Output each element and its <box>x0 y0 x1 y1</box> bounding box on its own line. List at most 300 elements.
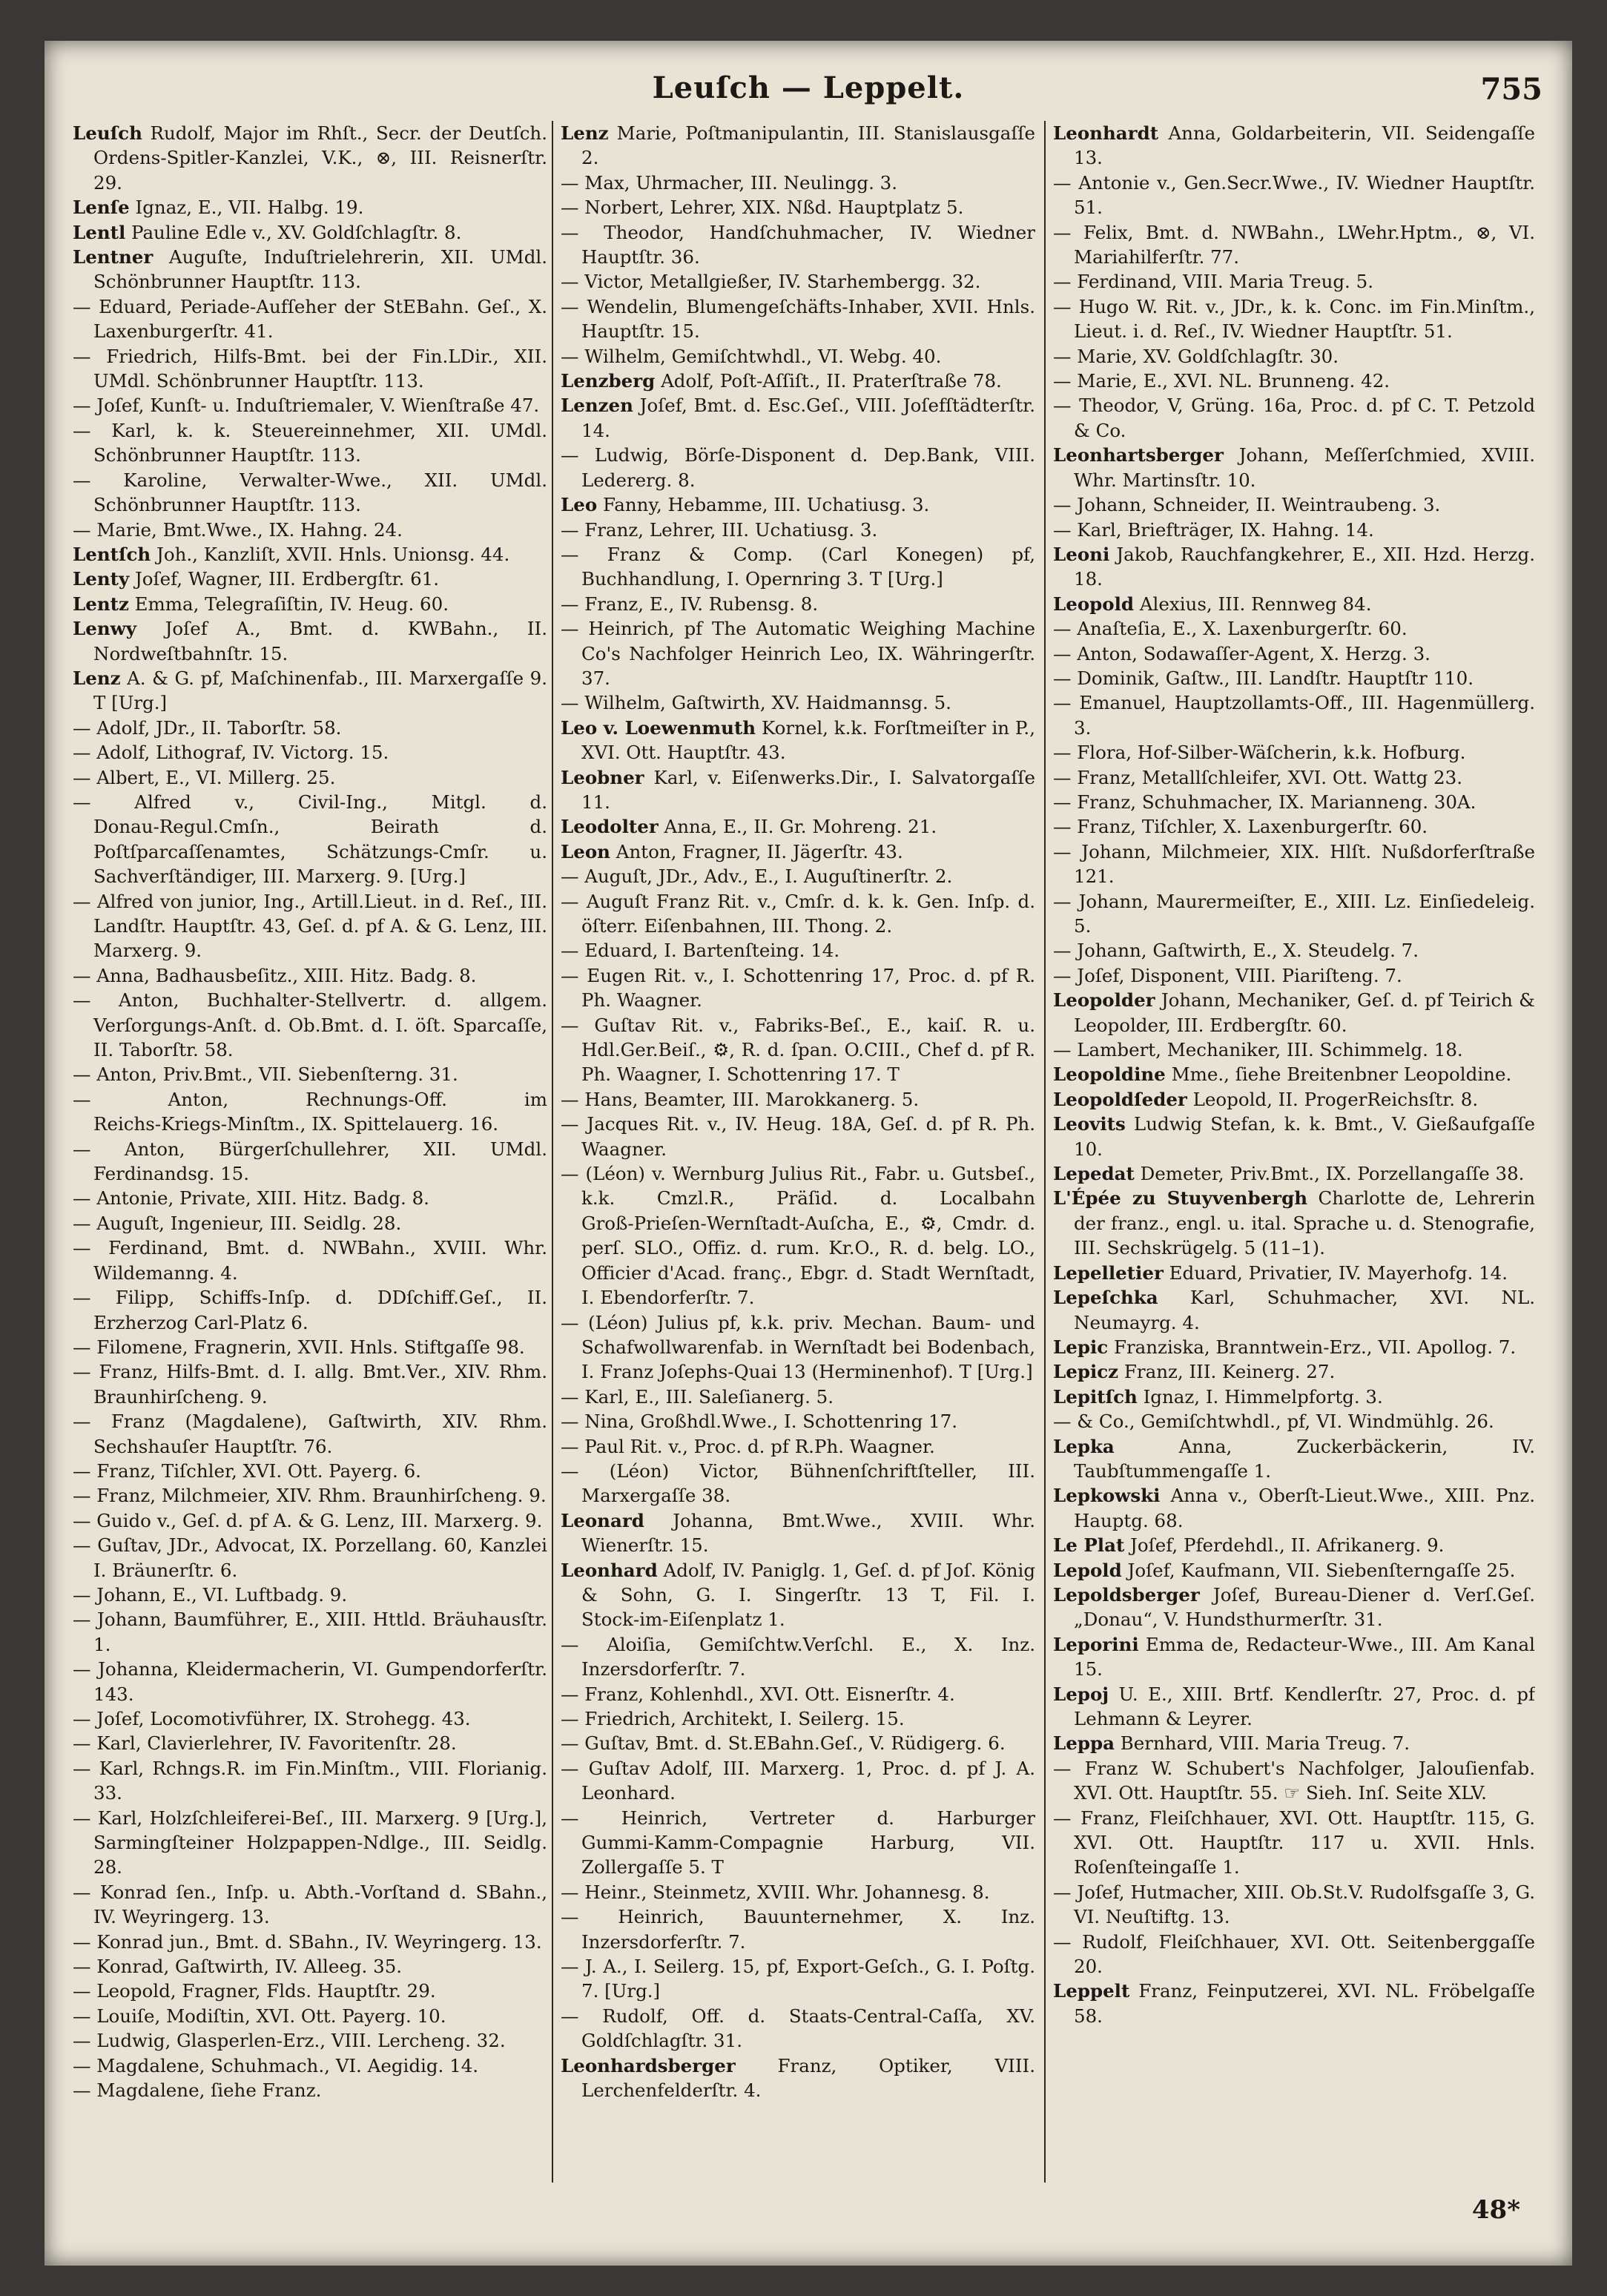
column-divider <box>1044 121 1046 2183</box>
directory-entry <box>73 765 547 790</box>
entry-details: — Konrad ſen., Inſp. u. Abth.‑Vorſtand d. SBahn., IV. Weyringerg. 13. <box>73 1881 547 1928</box>
directory-entry <box>73 2078 547 2102</box>
directory-entry <box>73 2053 547 2078</box>
entry-details: — Rudolf, Off. d. Staats‑Central‑Caſſa, XV. Goldſchlagſtr. 31. <box>561 2005 1035 2052</box>
directory-entry <box>561 294 1035 344</box>
directory-entry <box>1053 1161 1535 1186</box>
directory-entry <box>561 344 1035 369</box>
entry-details: — Konrad, Gaſtwirth, IV. Alleeg. 35. <box>73 1956 403 1978</box>
directory-entry <box>1053 765 1535 790</box>
entry-details: — Johann, E., VI. Luftbadg. 9. <box>73 1583 348 1606</box>
entry-details: — (Léon) Victor, Bühnenſchriftſteller, III. Marxergaſſe 38. <box>561 1459 1035 1507</box>
entry-details: A. & G. pf, Maſchinenfab., III. Marxergaſſe 9. T [Urg.] <box>93 667 547 714</box>
directory-entry <box>561 369 1035 393</box>
entry-surname: Lepka <box>1053 1435 1115 1457</box>
entry-details: Rudolf, Major im Rhſt., Secr. der Deutſch. Ordens‑Spitler‑Kanzlei, V.K., ⊗, III. Reisnerſtr. 29. <box>93 122 547 194</box>
directory-entry <box>73 245 547 294</box>
entry-surname: Lenwy <box>73 618 136 640</box>
entry-details: — Franz, Lehrer, III. Uchatiusg. 3. <box>561 518 878 541</box>
directory-entry <box>1053 1979 1535 2028</box>
directory-entry <box>73 294 547 344</box>
entry-details: Johanna, Bmt.Wwe., XVIII. Whr. Wienerſtr. 15. <box>581 1509 1035 1557</box>
entry-details: Franz, Feinputzerei, XVI. NL. Fröbelgaſſe 58. <box>1074 1980 1535 2027</box>
column-left <box>73 121 547 2197</box>
entry-details: Joſef, Pferdehdl., II. Afrikanerg. 9. <box>1124 1534 1445 1557</box>
entry-details: — Johann, Milchmeier, XIX. Hlſt. Nußdorferſtraße 121. <box>1053 840 1535 888</box>
entry-surname: L'Épée zu Stuyvenbergh <box>1053 1187 1308 1210</box>
entry-details: Emma, Telegraſiſtin, IV. Heug. 60. <box>128 593 449 615</box>
entry-details: — Rudolf, Fleiſchhauer, XVI. Ott. Seitenberggaſſe 20. <box>1053 1930 1535 1978</box>
entry-details: — Guſtav Adolf, III. Marxerg. 1, Proc. d. pf J. A. Leonhard. <box>561 1757 1035 1804</box>
entry-details: — Franz, Tiſchler, XVI. Ott. Payerg. 6. <box>73 1459 421 1482</box>
directory-entry <box>561 592 1035 616</box>
directory-entry <box>1053 1558 1535 1583</box>
entry-surname: Leopolder <box>1053 989 1155 1012</box>
entry-surname: Leodolter <box>561 816 659 838</box>
entry-surname: Lenſe <box>73 197 130 219</box>
entry-details: — Anton, Sodawaſſer‑Agent, X. Herzg. 3. <box>1053 642 1431 664</box>
directory-entry <box>73 121 547 195</box>
entry-details: Auguſte, Induſtrielehrerin, XII. UMdl. Schönbrunner Hauptſtr. 113. <box>93 246 547 293</box>
entry-details: Joſef, Kaufmann, VII. Siebenſterngaſſe 25. <box>1121 1559 1516 1581</box>
directory-entry <box>561 839 1035 864</box>
entry-details: Mme., ſiehe Breitenbner Leopoldine. <box>1165 1063 1512 1086</box>
directory-entry <box>73 889 547 963</box>
entry-details: — Emanuel, Hauptzollamts‑Off., III. Hagenmüllerg. 3. <box>1053 692 1535 739</box>
entry-details: — Heinr., Steinmetz, XVIII. Whr. Johannesg. 8. <box>561 1881 990 1903</box>
directory-entry <box>73 592 547 616</box>
directory-entry <box>73 1285 547 1335</box>
entry-details: — J. A., I. Seilerg. 15, pf, Export‑Geſch., G. I. Poſtg. 7. [Urg.] <box>561 1956 1035 2002</box>
entry-surname: Leo v. Loewenmuth <box>561 716 756 739</box>
entry-details: — Wilhelm, Gaſtwirth, XV. Haidmannsg. 5. <box>561 692 951 714</box>
directory-entry <box>73 716 547 740</box>
directory-entry <box>73 790 547 889</box>
entry-details: — Franz, Milchmeier, XIV. Rhm. Braunhirſcheng. 9. <box>73 1485 547 1507</box>
directory-entry <box>1053 1285 1535 1335</box>
entry-details: — Auguſt Franz Rit. v., Cmſr. d. k. k. Gen. Inſp. d. öſterr. Eiſenbahnen, III. Thong. 2. <box>561 890 1035 937</box>
directory-entry <box>561 1508 1035 1558</box>
directory-entry <box>1053 1731 1535 1755</box>
entry-details: — Anton, Rechnungs‑Off. im Reichs‑Kriegs‑Minſtm., IX. Spittelauerg. 16. <box>73 1088 547 1135</box>
directory-entry <box>73 393 547 418</box>
entry-surname: Lentſch <box>73 543 151 565</box>
directory-entry <box>1053 1756 1535 1806</box>
entry-details: — Anton, Bürgerſchullehrer, XII. UMdl. Ferdinandsg. 15. <box>73 1138 547 1185</box>
directory-entry <box>73 344 547 394</box>
entry-details: Marie, Poſtmanipulantin, III. Stanislausgaſſe 2. <box>581 122 1035 169</box>
entry-details: Karl, Schuhmacher, XVI. NL. Neumayrg. 4. <box>1074 1287 1535 1333</box>
entry-details: — Johann, Schneider, II. Weintraubeng. 3. <box>1053 494 1441 516</box>
column-right <box>1053 121 1535 2197</box>
directory-entry <box>1053 344 1535 369</box>
directory-entry <box>561 889 1035 939</box>
entry-details: — Nina, Großhdl.Wwe., I. Schottenring 17. <box>561 1411 958 1433</box>
entry-columns <box>73 121 1548 2197</box>
directory-entry <box>73 1409 547 1459</box>
directory-entry <box>561 121 1035 171</box>
directory-entry <box>1053 814 1535 839</box>
entry-details: Franz, Optiker, VIII. Lerchenfelderſtr. 4. <box>581 2054 1035 2102</box>
entry-details: — Karl, Holzſchleiferei‑Beſ., III. Marxerg. 9 [Urg.], Sarmingſteiner Holzpappen‑Ndlge., III. Seidlg. 28. <box>73 1807 547 1878</box>
entry-surname: Le Plat <box>1053 1534 1125 1557</box>
entry-details: — Anaſteſia, E., X. Laxenburgerſtr. 60. <box>1053 618 1408 640</box>
entry-details: — Hugo W. Rit. v., JDr., k. k. Conc. im Fin.Minſtm., Lieut. i. d. Reſ., IV. Wiedner Hauptſtr. 51. <box>1053 295 1535 343</box>
directory-entry <box>1053 1880 1535 1930</box>
directory-entry <box>1053 592 1535 616</box>
directory-entry <box>73 740 547 765</box>
directory-entry <box>73 1806 547 1880</box>
entry-details: — Max, Uhrmacher, III. Neulingg. 3. <box>561 171 898 194</box>
directory-entry <box>561 716 1035 765</box>
entry-details: — Magdalene, Schuhmach., VI. Aegidig. 14. <box>73 2054 479 2076</box>
directory-entry <box>561 1558 1035 1632</box>
directory-entry <box>1053 666 1535 690</box>
directory-entry <box>561 1161 1035 1310</box>
column-middle <box>561 121 1035 2197</box>
entry-details: — Hans, Beamter, III. Marokkanerg. 5. <box>561 1088 920 1110</box>
entry-details: — Ferdinand, Bmt. d. NWBahn., XVIII. Whr. Wildemanng. 4. <box>73 1237 547 1284</box>
entry-surname: Leporini <box>1053 1633 1139 1655</box>
entry-details: Eduard, Privatier, IV. Mayerhofg. 14. <box>1163 1261 1508 1284</box>
directory-entry <box>561 938 1035 963</box>
directory-entry <box>73 1087 547 1137</box>
entry-details: Joh., Kanzliſt, XVII. Hnls. Unionsg. 44. <box>151 543 510 565</box>
entry-details: Franziska, Branntwein‑Erz., VII. Apollog. 7. <box>1108 1336 1517 1358</box>
entry-details: — Wilhelm, Gemiſchtwhdl., VI. Webg. 40. <box>561 345 942 367</box>
entry-details: Ignaz, I. Himmelpfortg. 3. <box>1137 1385 1383 1408</box>
directory-entry <box>1053 393 1535 443</box>
entry-surname: Leonard <box>561 1509 644 1531</box>
directory-entry <box>1053 1385 1535 1409</box>
directory-entry <box>1053 1038 1535 1062</box>
directory-entry <box>73 220 547 245</box>
entry-details: — Auguſt, JDr., Adv., E., I. Auguſtinerſtr. 2. <box>561 865 953 888</box>
directory-entry <box>73 1335 547 1359</box>
entry-surname: Lepoj <box>1053 1683 1109 1705</box>
entry-details: — Franz, Tiſchler, X. Laxenburgerſtr. 60. <box>1053 816 1428 838</box>
directory-entry <box>73 542 547 567</box>
directory-entry <box>561 1112 1035 1161</box>
entry-surname: Lepkowski <box>1053 1485 1161 1507</box>
entry-details: — Franz W. Schubert's Nachfolger, Jalouſienfab. XVI. Ott. Hauptſtr. 55. ☞ Sieh. Inſ. Seite XLV. <box>1053 1757 1535 1804</box>
entry-details: — Franz, Hilfs‑Bmt. d. I. allg. Bmt.Ver., XIV. Rhm. Braunhirſcheng. 9. <box>73 1361 547 1408</box>
directory-entry <box>73 2028 547 2053</box>
entry-details: Demeter, Priv.Bmt., IX. Porzellangaſſe 38. <box>1134 1163 1525 1185</box>
directory-entry <box>1053 1062 1535 1086</box>
entry-details: — Marie, Bmt.Wwe., IX. Hahng. 24. <box>73 518 403 541</box>
entry-details: — (Léon) Julius pf, k.k. priv. Mechan. Baum‑ und Schafwollwarenfab. in Wernſtadt bei Bodenbach, I. Franz Joſephs‑Quai 13 (Herminenhof). T [Urg.] <box>561 1311 1035 1383</box>
entry-details: Franz, III. Keinerg. 27. <box>1118 1361 1336 1383</box>
entry-surname: Lenzberg <box>561 370 656 392</box>
directory-entry <box>1053 1533 1535 1557</box>
entry-details: — Konrad jun., Bmt. d. SBahn., IV. Weyringerg. 13. <box>73 1930 542 1953</box>
entry-details: — Theodor, Handſchuhmacher, IV. Wiedner Hauptſtr. 36. <box>561 221 1035 268</box>
entry-details: — Johanna, Kleidermacherin, VI. Gumpendorferſtr. 143. <box>73 1658 547 1705</box>
directory-entry <box>73 567 547 591</box>
directory-entry <box>73 1880 547 1930</box>
entry-details: Anna, Goldarbeiterin, VII. Seidengaſſe 13. <box>1074 122 1535 169</box>
directory-entry <box>561 963 1035 1013</box>
entry-details: Adolf, IV. Paniglg. 1, Geſ. d. pf Joſ. König & Sohn, G. I. Singerſtr. 13 T, Fil. I. Stock‑im‑Eiſenplatz 1. <box>581 1559 1035 1631</box>
directory-entry <box>561 1310 1035 1385</box>
directory-entry <box>561 1459 1035 1508</box>
directory-entry <box>561 814 1035 839</box>
directory-entry <box>561 518 1035 542</box>
entry-details: Jakob, Rauchfangkehrer, E., XII. Hzd. Herzg. 18. <box>1074 543 1535 590</box>
directory-entry <box>1053 790 1535 814</box>
directory-entry <box>561 1954 1035 2004</box>
entry-details: Johann, Meſſerſchmied, XVIII. Whr. Martinsſtr. 10. <box>1074 444 1535 491</box>
directory-entry <box>1053 1112 1535 1161</box>
entry-details: — Marie, E., XVI. NL. Brunneng. 42. <box>1053 370 1390 392</box>
entry-details: — Ferdinand, VIII. Maria Treug. 5. <box>1053 271 1374 293</box>
directory-entry <box>561 393 1035 443</box>
directory-entry <box>561 690 1035 715</box>
directory-entry <box>561 220 1035 270</box>
entry-surname: Leo <box>561 494 598 516</box>
directory-entry <box>561 195 1035 220</box>
entry-details: — Heinrich, Vertreter d. Harburger Gummi‑Kamm‑Compagnie Harburg, VII. Zollergaſſe 5. T <box>561 1807 1035 1878</box>
entry-details: Joſef A., Bmt. d. KWBahn., II. Nordweſtbahnſtr. 15. <box>93 618 547 664</box>
entry-details: — Norbert, Lehrer, XIX. Nßd. Hauptplatz 5. <box>561 197 964 219</box>
entry-details: Charlotte de, Lehrerin der franz., engl. u. ital. Sprache u. d. Stenografie, III. Sechskrügelg. 5 (11–1). <box>1074 1187 1535 1259</box>
entry-details: — Leopold, Fragner, Flds. Hauptſtr. 29. <box>73 1980 436 2002</box>
entry-details: — Antonie v., Gen.Secr.Wwe., IV. Wiedner Hauptſtr. 51. <box>1053 171 1535 219</box>
directory-entry <box>561 1706 1035 1731</box>
entry-details: — Franz, Kohlenhdl., XVI. Ott. Eisnerſtr. 4. <box>561 1683 955 1705</box>
entry-details: — Karoline, Verwalter‑Wwe., XII. UMdl. Schönbrunner Hauptſtr. 113. <box>73 469 547 516</box>
entry-details: — (Léon) v. Wernburg Julius Rit., Fabr. u. Gutsbeſ., k.k. Cmzl.R., Präſid. d. Localbahn Groß‑Prieſen‑Wernſtadt‑Auſcha, E., ⚙, Cmdr. d. perſ. SLO., Offiz. d. rum. Kr.O., R. d. belg. LO., Officier d'Acad. franç., Ebgr. d. Stadt Wernſtadt, I. Ebendorferſtr. 7. <box>561 1163 1035 1309</box>
entry-details: — & Co., Gemiſchtwhdl., pf, VI. Windmühlg. 26. <box>1053 1411 1494 1433</box>
directory-entry <box>73 1186 547 1210</box>
entry-surname: Lenzen <box>561 395 633 417</box>
directory-entry <box>1053 1434 1535 1484</box>
directory-entry <box>73 195 547 220</box>
directory-entry <box>1053 1483 1535 1533</box>
entry-details: Anna v., Oberſt‑Lieut.Wwe., XIII. Pnz. Hauptg. 68. <box>1074 1485 1535 1531</box>
directory-entry <box>1053 641 1535 666</box>
directory-entry <box>561 443 1035 492</box>
entry-surname: Lenz <box>73 667 121 689</box>
entry-surname: Leon <box>561 840 610 862</box>
directory-entry <box>73 988 547 1062</box>
directory-entry <box>561 2004 1035 2053</box>
entry-surname: Leopoldine <box>1053 1063 1166 1086</box>
entry-details: — Guſtav Rit. v., Fabriks‑Beſ., E., kaiſ. R. u. Hdl.Ger.Beiſ., ⚙, R. d. ſpan. O.CIII., Chef d. pf R. Ph. Waagner, I. Schottenring 17. T <box>561 1014 1035 1086</box>
directory-entry <box>561 1731 1035 1755</box>
directory-entry <box>1053 1409 1535 1434</box>
entry-details: — Lambert, Mechaniker, III. Schimmelg. 18. <box>1053 1039 1463 1061</box>
directory-entry <box>73 468 547 518</box>
directory-entry <box>1053 616 1535 641</box>
directory-entry <box>1053 518 1535 542</box>
entry-details: Joſef, Bmt. d. Esc.Geſ., VIII. Joſefſtädterſtr. 14. <box>581 395 1035 441</box>
entry-surname: Lenz <box>561 122 609 144</box>
entry-details: — Wendelin, Blumengeſchäfts‑Inhaber, XVII. Hnls. Hauptſtr. 15. <box>561 295 1035 343</box>
entry-details: — Anton, Buchhalter‑Stellvertr. d. allgem. Verſorgungs‑Anſt. d. Ob.Bmt. d. I. öſt. Sparcaſſe, II. Taborſtr. 58. <box>73 989 547 1061</box>
directory-entry <box>561 1880 1035 1904</box>
directory-entry <box>1053 171 1535 220</box>
entry-details: Ludwig Stefan, k. k. Bmt., V. Gießaufgaſſe 10. <box>1074 1113 1535 1160</box>
entry-details: — Flora, Hof‑Silber‑Wäſcherin, k.k. Hofburg. <box>1053 742 1466 764</box>
entry-details: — Franz & Comp. (Carl Konegen) pf, Buchhandlung, I. Opernring 3. T [Urg.] <box>561 543 1035 590</box>
entry-details: — Alfred von junior, Ing., Artill.Lieut. in d. Reſ., III. Landſtr. Hauptſtr. 43, Geſ. d. pf A. & G. Lenz, III. Marxerg. 9. <box>73 890 547 962</box>
directory-entry <box>1053 1806 1535 1880</box>
entry-details: — Alfred v., Civil‑Ing., Mitgl. d. Donau‑Regul.Cmſn., Beirath d. Poſtſparcaſſenamtes, Schätzungs‑Cmſr. u. Sachverſtändiger, III. Marxerg. 9. [Urg.] <box>73 791 547 888</box>
directory-entry <box>1053 690 1535 740</box>
entry-details: — Antonie, Private, XIII. Hitz. Badg. 8. <box>73 1187 429 1210</box>
entry-details: — Johann, Maurermeiſter, E., XIII. Lz. Einſiedeleig. 5. <box>1053 890 1535 937</box>
entry-surname: Lentz <box>73 593 129 615</box>
directory-entry <box>561 269 1035 294</box>
entry-details: U. E., XIII. Brtf. Kendlerſtr. 27, Proc. d. pf Lehmann & Leyrer. <box>1074 1683 1535 1729</box>
entry-details: Anna, Zuckerbäckerin, IV. Taubſtummengaſſe 1. <box>1074 1435 1535 1482</box>
directory-entry <box>561 864 1035 888</box>
entry-details: — Guido v., Geſ. d. pf A. & G. Lenz, III. Marxerg. 9. <box>73 1509 543 1531</box>
entry-surname: Leonhardsberger <box>561 2054 736 2076</box>
entry-details: — Auguſt, Ingenieur, III. Seidlg. 28. <box>73 1212 402 1234</box>
directory-entry <box>73 1508 547 1533</box>
entry-details: Bernhard, VIII. Maria Treug. 7. <box>1114 1732 1410 1755</box>
directory-entry <box>1053 1682 1535 1732</box>
entry-details: — Filomene, Fragnerin, XVII. Hnls. Stiftgaſſe 98. <box>73 1336 525 1358</box>
entry-details: — Karl, k. k. Steuereinnehmer, XII. UMdl. Schönbrunner Hauptſtr. 113. <box>73 419 547 466</box>
entry-details: Johann, Mechaniker, Geſ. d. pf Teirich & Leopolder, III. Erdbergſtr. 60. <box>1074 989 1535 1036</box>
directory-entry <box>73 1533 547 1583</box>
entry-details: — Heinrich, Bauunternehmer, X. Inz. Inzersdorferſtr. 7. <box>561 1906 1035 1953</box>
entry-details: — Johann, Baumführer, E., XIII. Httld. Bräuhausſtr. 1. <box>73 1609 547 1655</box>
directory-page <box>44 41 1572 2266</box>
entry-details: — Joſef, Hutmacher, XIII. Ob.St.V. Rudolfsgaſſe 3, G. VI. Neuſtiftg. 13. <box>1053 1881 1535 1928</box>
column-divider <box>552 121 553 2183</box>
page-number: 755 <box>1480 72 1542 107</box>
entry-details: — Eugen Rit. v., I. Schottenring 17, Proc. d. pf R. Ph. Waagner. <box>561 964 1035 1012</box>
entry-details: — Friedrich, Architekt, I. Seilerg. 15. <box>561 1708 905 1729</box>
directory-entry <box>1053 963 1535 988</box>
directory-entry <box>1053 294 1535 344</box>
directory-entry <box>561 1806 1035 1880</box>
entry-details: Pauline Edle v., XV. Goldſchlagſtr. 8. <box>125 221 462 243</box>
directory-entry <box>73 1930 547 1954</box>
directory-entry <box>561 171 1035 195</box>
directory-entry <box>561 765 1035 815</box>
entry-details: — Joſef, Disponent, VIII. Piariſteng. 7. <box>1053 964 1402 986</box>
entry-surname: Lepeſchka <box>1053 1287 1158 1309</box>
directory-entry <box>1053 988 1535 1038</box>
entry-details: Emma de, Redacteur‑Wwe., III. Am Kanal 15. <box>1074 1633 1535 1680</box>
entry-surname: Lenty <box>73 568 130 590</box>
entry-details: — Adolf, JDr., II. Taborſtr. 58. <box>73 716 342 739</box>
entry-surname: Leovits <box>1053 1113 1126 1135</box>
entry-details: Alexius, III. Rennweg 84. <box>1134 593 1372 615</box>
directory-entry <box>1053 443 1535 492</box>
entry-details: — Franz (Magdalene), Gaſtwirth, XIV. Rhm. Sechshauſer Hauptſtr. 76. <box>73 1411 547 1457</box>
directory-entry <box>1053 492 1535 517</box>
entry-surname: Leonhardt <box>1053 122 1159 144</box>
directory-entry <box>73 1211 547 1236</box>
entry-details: — Joſef, Locomotivführer, IX. Strohegg. 43. <box>73 1708 471 1729</box>
entry-details: — Joſef, Kunſt‑ u. Induſtriemaler, V. Wienſtraße 47. <box>73 395 540 417</box>
entry-details: — Franz, Fleiſchhauer, XVI. Ott. Hauptſtr. 115, G. XVI. Ott. Hauptſtr. 117 u. XVII. Hnls. Roſenſteingaſſe 1. <box>1053 1807 1535 1878</box>
entry-details: — Heinrich, pf The Automatic Weighing Machine Co's Nachfolger Heinrich Leo, IX. Währingerſtr. 37. <box>561 618 1035 689</box>
entry-details: — Franz, E., IV. Rubensg. 8. <box>561 593 819 615</box>
entry-details: — Ludwig, Börſe‑Disponent d. Dep.Bank, VIII. Ledererg. 8. <box>561 444 1035 491</box>
directory-entry <box>1053 938 1535 963</box>
entry-details: — Victor, Metallgießer, IV. Starhembergg. 32. <box>561 271 981 293</box>
directory-entry <box>1053 269 1535 294</box>
entry-details: — Jacques Rit. v., IV. Heug. 18A, Geſ. d. pf R. Ph. Waagner. <box>561 1113 1035 1160</box>
entry-details: — Karl, E., III. Saleſianerg. 5. <box>561 1385 834 1408</box>
entry-details: — Aloiſia, Gemiſchtw.Verſchl. E., X. Inz. Inzersdorferſtr. 7. <box>561 1633 1035 1680</box>
entry-details: Anton, Fragner, II. Jägerſtr. 43. <box>610 840 903 862</box>
directory-entry <box>73 1483 547 1508</box>
running-title: Leuſch — Leppelt. <box>652 70 965 105</box>
entry-details: — Ludwig, Glasperlen‑Erz., VIII. Lercheng. 32. <box>73 2030 506 2052</box>
entry-surname: Lentner <box>73 246 154 268</box>
directory-entry <box>73 1607 547 1657</box>
signature-mark: 48* <box>1471 2195 1520 2225</box>
entry-details: — Karl, Briefträger, IX. Hahng. 14. <box>1053 518 1374 541</box>
directory-entry <box>1053 1930 1535 1979</box>
directory-entry <box>73 616 547 666</box>
entry-details: — Guſtav, Bmt. d. St.EBahn.Geſ., V. Rüdigerg. 6. <box>561 1732 1006 1755</box>
entry-details: — Louiſe, Modiſtin, XVI. Ott. Payerg. 10. <box>73 2005 446 2027</box>
entry-details: Karl, v. Eiſenwerks.Dir., I. Salvatorgaſſe 11. <box>581 766 1035 813</box>
directory-entry <box>561 1409 1035 1434</box>
entry-surname: Leppa <box>1053 1732 1115 1755</box>
directory-entry <box>561 1632 1035 1682</box>
entry-details: — Anton, Priv.Bmt., VII. Siebenſterng. 31. <box>73 1063 458 1086</box>
entry-details: — Filipp, Schiffs‑Inſp. d. DDſchiff.Geſ., II. Erzherzog Carl‑Platz 6. <box>73 1287 547 1333</box>
directory-entry <box>73 963 547 988</box>
entry-surname: Lepitſch <box>1053 1385 1138 1408</box>
directory-entry <box>73 1236 547 1285</box>
entry-details: — Dominik, Gaſtw., III. Landſtr. Hauptſtr 110. <box>1053 667 1474 689</box>
entry-surname: Lentl <box>73 221 126 243</box>
directory-entry <box>1053 121 1535 171</box>
entry-surname: Leopoldſeder <box>1053 1088 1187 1110</box>
entry-details: Kornel, k.k. Forſtmeiſter in P., XVI. Ott. Hauptſtr. 43. <box>581 716 1035 764</box>
entry-surname: Leppelt <box>1053 1980 1130 2002</box>
entry-details: — Karl, Rchngs.R. im Fin.Minſtm., VIII. Florianig. 33. <box>73 1757 547 1804</box>
entry-surname: Leopold <box>1053 593 1135 615</box>
entry-details: — Marie, XV. Goldſchlagſtr. 30. <box>1053 345 1339 367</box>
entry-details: — Guſtav, JDr., Advocat, IX. Porzellang. 60, Kanzlei I. Bräunerſtr. 6. <box>73 1534 547 1581</box>
entry-details: — Magdalene, ſiehe Franz. <box>73 2079 322 2102</box>
entry-details: Joſef, Wagner, III. Erdbergſtr. 61. <box>129 568 440 590</box>
directory-entry <box>1053 1632 1535 1682</box>
directory-entry <box>561 1385 1035 1409</box>
directory-entry <box>73 418 547 468</box>
directory-entry <box>561 1434 1035 1459</box>
directory-entry <box>73 1359 547 1409</box>
directory-entry <box>561 1682 1035 1706</box>
entry-details: — Eduard, Periade‑Aufſeher der StEBahn. Geſ., X. Laxenburgerſtr. 41. <box>73 295 547 343</box>
entry-details: — Karl, Clavierlehrer, IV. Favoritenſtr. 28. <box>73 1732 457 1755</box>
directory-entry <box>1053 839 1535 889</box>
entry-surname: Leuſch <box>73 122 142 144</box>
directory-entry <box>73 518 547 542</box>
directory-entry <box>1053 1087 1535 1112</box>
entry-surname: Lepedat <box>1053 1163 1135 1185</box>
directory-entry <box>1053 1359 1535 1384</box>
entry-details: — Anna, Badhausbeſitz., XIII. Hitz. Badg. 8. <box>73 964 477 986</box>
entry-details: — Franz, Schuhmacher, IX. Marianneng. 30A. <box>1053 791 1476 813</box>
directory-entry <box>561 2053 1035 2103</box>
directory-entry <box>1053 1261 1535 1285</box>
entry-details: Leopold, II. ProgerReichsſtr. 8. <box>1187 1088 1479 1110</box>
